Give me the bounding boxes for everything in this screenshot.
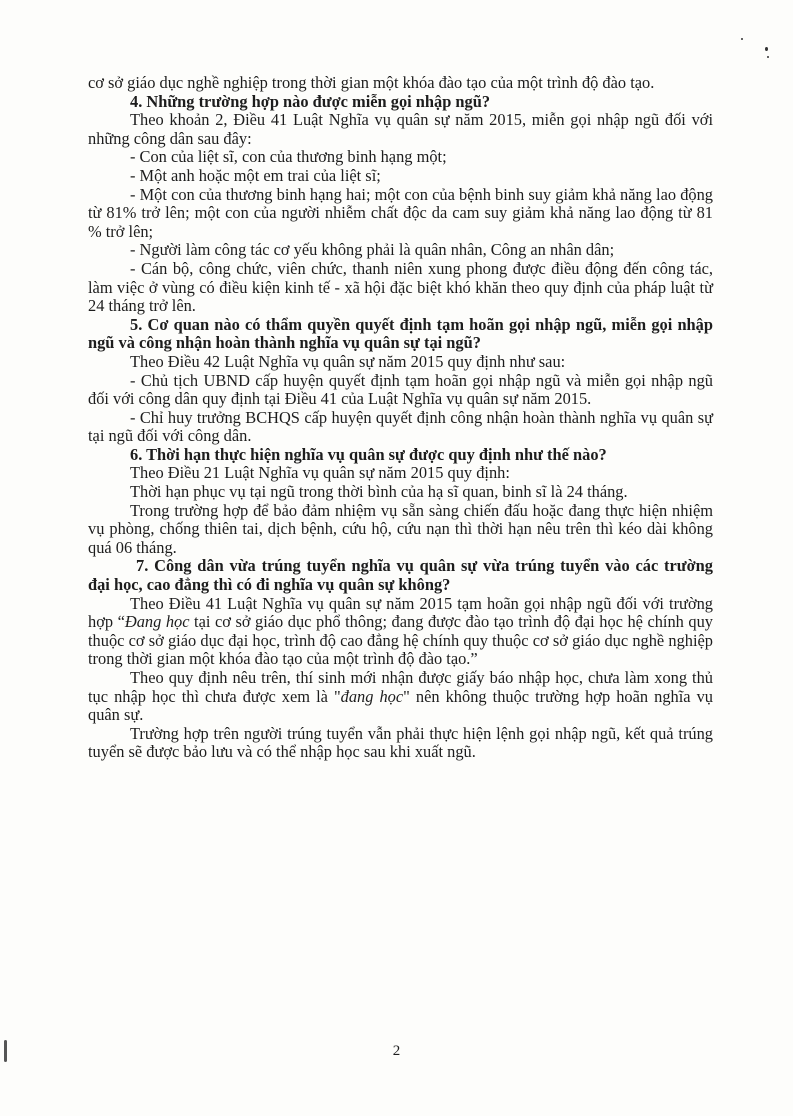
scan-speck	[741, 38, 743, 40]
paragraph-7b-emphasis: đang học	[340, 686, 404, 706]
list-item-4b: - Một anh hoặc một em trai của liệt sĩ;	[130, 165, 381, 185]
document-body	[88, 74, 713, 762]
list-item-4c: - Một con của thương binh hạng hai; một con của bệnh binh suy giảm khả năng lao động từ 81% trở lên; một con của người nhiễm chất độc da cam suy giảm khả năng lao động từ 81 % trở lên;	[88, 184, 713, 241]
paragraph-7b-rest: " nên không thuộc trường hợp hoãn nghĩa vụ quân sự.	[88, 686, 713, 725]
paragraph-7b-lead: Theo quy định nêu trên, thí sinh mới nhận được giấy báo nhập học, chưa làm xong thủ tục nhập học thì chưa được xem là "	[88, 668, 713, 706]
heading-question-4: 4. Những trường hợp nào được miễn gọi nhập ngũ?	[130, 91, 491, 111]
paragraph-6-intro: Theo Điều 21 Luật Nghĩa vụ quân sự năm 2015 quy định:	[130, 463, 510, 483]
heading-question-7: 7. Công dân vừa trúng tuyển nghĩa vụ quân sự vừa trúng tuyển vào các trường đại học, cao đẳng thì có đi nghĩa vụ quân sự không?	[88, 556, 713, 595]
paragraph-7c: Trường hợp trên người trúng tuyển vẫn phải thực hiện lệnh gọi nhập ngũ, kết quả trúng tuyển sẽ được bảo lưu và có thể nhập học sau khi xuất ngũ.	[88, 723, 713, 762]
list-item-4e: - Cán bộ, công chức, viên chức, thanh niên xung phong được điều động đến công tác, làm việc ở vùng có điều kiện kinh tế - xã hội đặc biệt khó khăn theo quy định của pháp luật từ 24 tháng trở lên.	[88, 258, 713, 316]
paragraph-7a	[88, 595, 713, 669]
paragraph-7a-lead: Theo Điều 41 Luật Nghĩa vụ quân sự năm 2015 tạm hoãn gọi nhập ngũ đối với trường hợp “	[88, 593, 713, 632]
heading-question-5: 5. Cơ quan nào có thẩm quyền quyết định tạm hoãn gọi nhập ngũ, miễn gọi nhập ngũ và công nhận hoàn thành nghĩa vụ quân sự tại ngũ?	[88, 314, 713, 353]
heading-question-6: 6. Thời hạn thực hiện nghĩa vụ quân sự được quy định như thế nào?	[130, 444, 607, 464]
paragraph-5-intro: Theo Điều 42 Luật Nghĩa vụ quân sự năm 2015 quy định như sau:	[130, 351, 566, 371]
list-item-4d: - Người làm công tác cơ yếu không phải là quân nhân, Công an nhân dân;	[130, 240, 615, 260]
carryover-paragraph: cơ sở giáo dục nghề nghiệp trong thời gian một khóa đào tạo của một trình độ đào tạo.	[88, 73, 655, 92]
paragraph-6a: Thời hạn phục vụ tại ngũ trong thời bình của hạ sĩ quan, binh sĩ là 24 tháng.	[130, 482, 628, 502]
scan-speck	[767, 56, 769, 58]
paragraph-7b	[88, 669, 713, 725]
list-item-5a: - Chủ tịch UBND cấp huyện quyết định tạm hoãn gọi nhập ngũ và miễn gọi nhập ngũ đối với công dân quy định tại Điều 41 của Luật Nghĩa vụ quân sự năm 2015.	[88, 370, 713, 409]
list-item-4a: - Con của liệt sĩ, con của thương binh hạng một;	[130, 147, 447, 167]
scan-speck	[765, 47, 768, 51]
paragraph-7a-emphasis: Đang học	[124, 612, 190, 632]
paragraph-4-intro: Theo khoản 2, Điều 41 Luật Nghĩa vụ quân sự năm 2015, miễn gọi nhập ngũ đối với những công dân sau đây:	[88, 110, 713, 148]
paragraph-6b: Trong trường hợp để bảo đảm nhiệm vụ sẵn sàng chiến đấu hoặc đang thực hiện nhiệm vụ phòng, chống thiên tai, dịch bệnh, cứu hộ, cứu nạn thì thời hạn nêu trên thì kéo dài không quá 06 tháng.	[88, 500, 713, 557]
list-item-5b: - Chỉ huy trưởng BCHQS cấp huyện quyết định công nhận hoàn thành nghĩa vụ quân sự tại ngũ đối với công dân.	[88, 407, 713, 446]
paragraph-7a-rest: tại cơ sở giáo dục phổ thông; đang được đào tạo trình độ đại học hệ chính quy thuộc cơ sở giáo dục đại học, trình độ cao đẳng hệ chính quy thuộc cơ sở giáo dục nghề nghiệp trong thời gian một khóa đào tạo của một trình độ đào tạo.”	[88, 612, 714, 669]
page-number: 2	[392, 1043, 401, 1059]
